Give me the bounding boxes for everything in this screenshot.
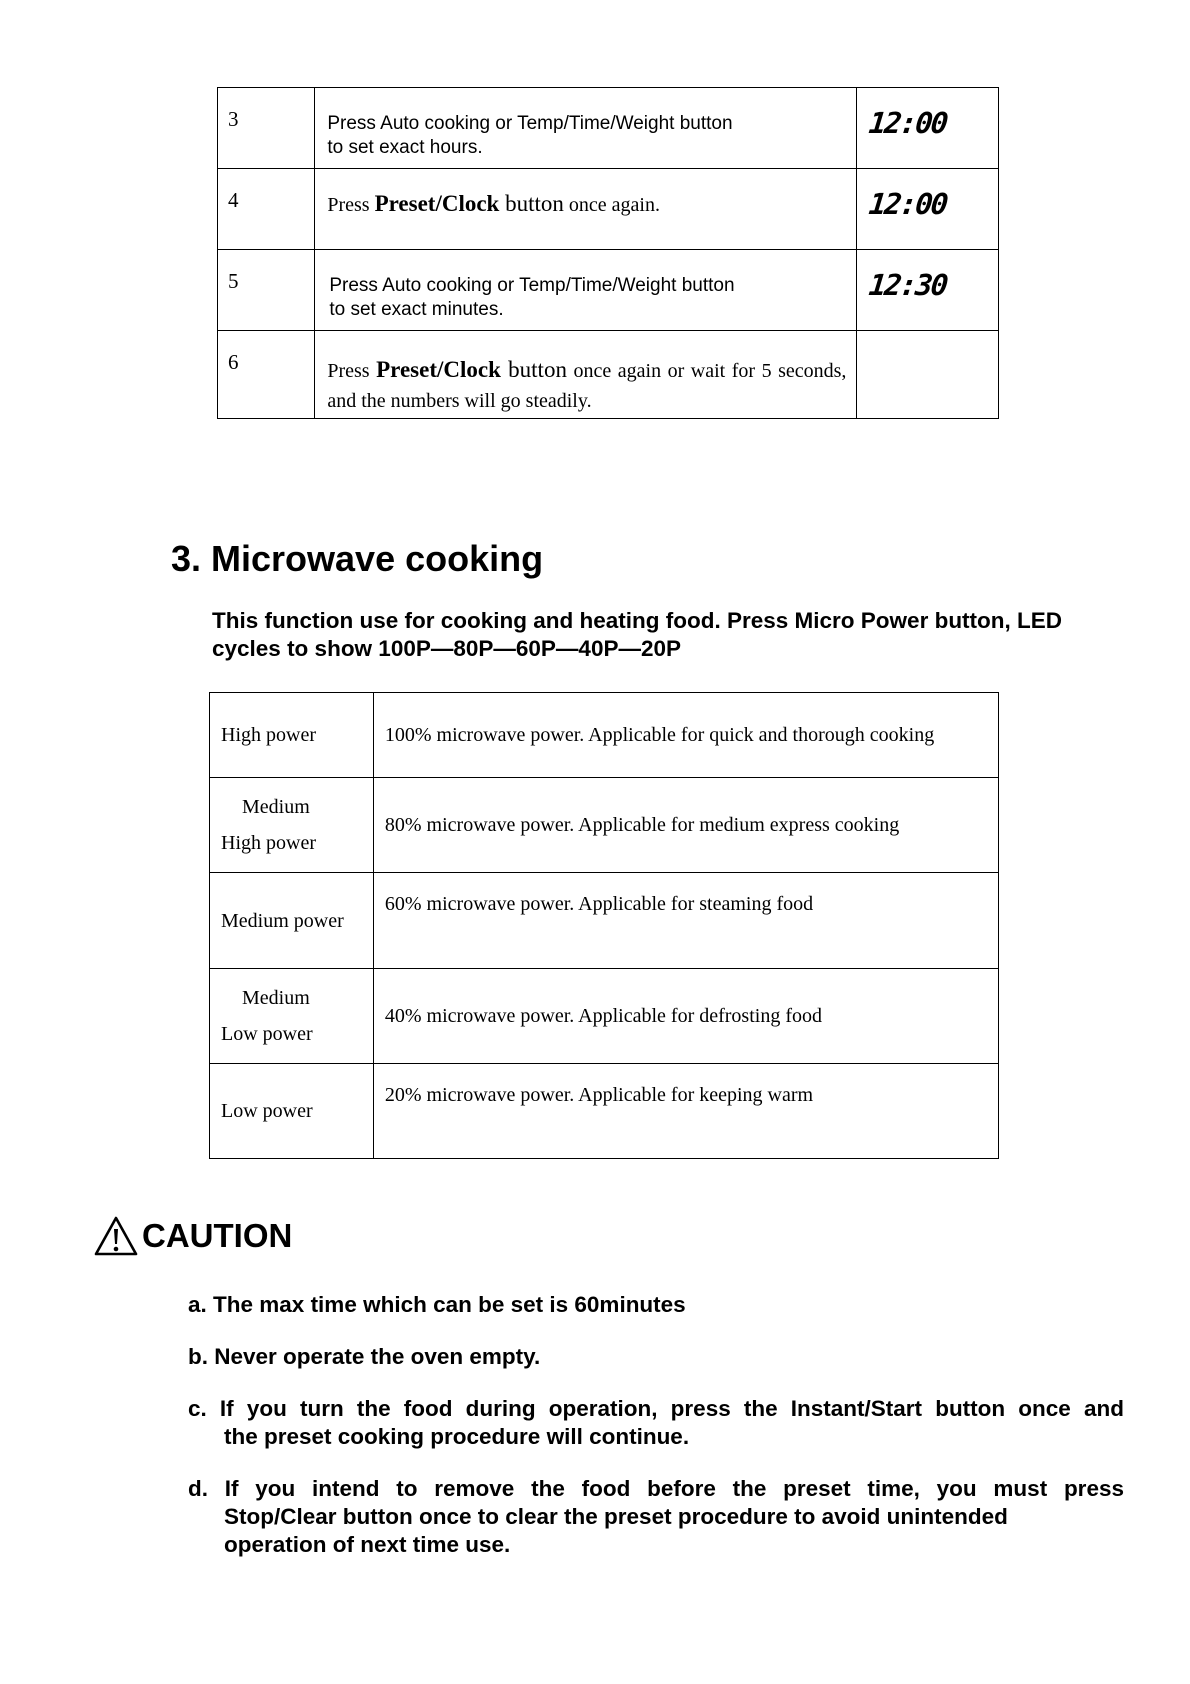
section-intro: This function use for cooking and heating food. Press Micro Power button, LED cycles to show 100P—80P—60P—40P—20P — [212, 608, 1063, 661]
lcd-readout: 12:00 — [867, 187, 949, 221]
power-label: Medium Low power — [210, 969, 374, 1064]
table-row — [218, 88, 999, 169]
lcd-readout: 12:00 — [867, 106, 949, 140]
step-description: Press Auto cooking or Temp/Time/Weight button to set exact minutes. — [315, 250, 857, 331]
power-label: Medium High power — [210, 778, 374, 873]
caution-item: c. If you turn the food during operation, press the Instant/Start button once and the preset cooking procedure will continue. — [188, 1396, 1124, 1449]
warning-triangle-icon — [94, 1215, 138, 1257]
step-display — [857, 169, 999, 250]
power-label: Medium power — [210, 873, 374, 969]
step-display — [857, 88, 999, 169]
caution-item: b. Never operate the oven empty. — [188, 1344, 541, 1369]
table-row — [218, 331, 999, 419]
power-description: 80% microwave power. Applicable for medium express cooking — [373, 778, 998, 873]
table-row — [210, 969, 999, 1064]
step-number: 4 — [218, 169, 315, 250]
caution-item: a. The max time which can be set is 60minutes — [188, 1292, 686, 1317]
table-row — [210, 778, 999, 873]
power-description: 60% microwave power. Applicable for steaming food — [373, 873, 998, 969]
section-title: 3. Microwave cooking — [171, 538, 544, 579]
step-display — [857, 250, 999, 331]
power-label: High power — [210, 693, 374, 778]
step-display — [857, 331, 999, 419]
step-description: Press Auto cooking or Temp/Time/Weight button to set exact hours. — [315, 88, 857, 169]
caution-header — [94, 1215, 292, 1257]
power-description: 20% microwave power. Applicable for keeping warm — [373, 1064, 998, 1159]
table-row — [210, 1064, 999, 1159]
power-description: 100% microwave power. Applicable for quick and thorough cooking — [373, 693, 998, 778]
table-row — [210, 873, 999, 969]
step-description: Press Preset/Clock button once again or wait for 5 seconds, and the numbers will go steadily. — [315, 331, 857, 419]
step-number: 3 — [218, 88, 315, 169]
step-number: 5 — [218, 250, 315, 331]
step-number: 6 — [218, 331, 315, 419]
table-row — [218, 250, 999, 331]
power-label: Low power — [210, 1064, 374, 1159]
clock-steps-table — [217, 87, 999, 419]
power-description: 40% microwave power. Applicable for defrosting food — [373, 969, 998, 1064]
table-row — [210, 693, 999, 778]
lcd-readout: 12:30 — [867, 268, 949, 302]
step-description: Press Preset/Clock button once again. — [315, 169, 857, 250]
caution-title: CAUTION — [142, 1217, 293, 1254]
caution-item: d. If you intend to remove the food before the preset time, you must press Stop/Clear button once to clear the preset procedure to avoid unintended operation of next time use. — [188, 1476, 1124, 1557]
table-row — [218, 169, 999, 250]
power-levels-table — [209, 692, 999, 1159]
